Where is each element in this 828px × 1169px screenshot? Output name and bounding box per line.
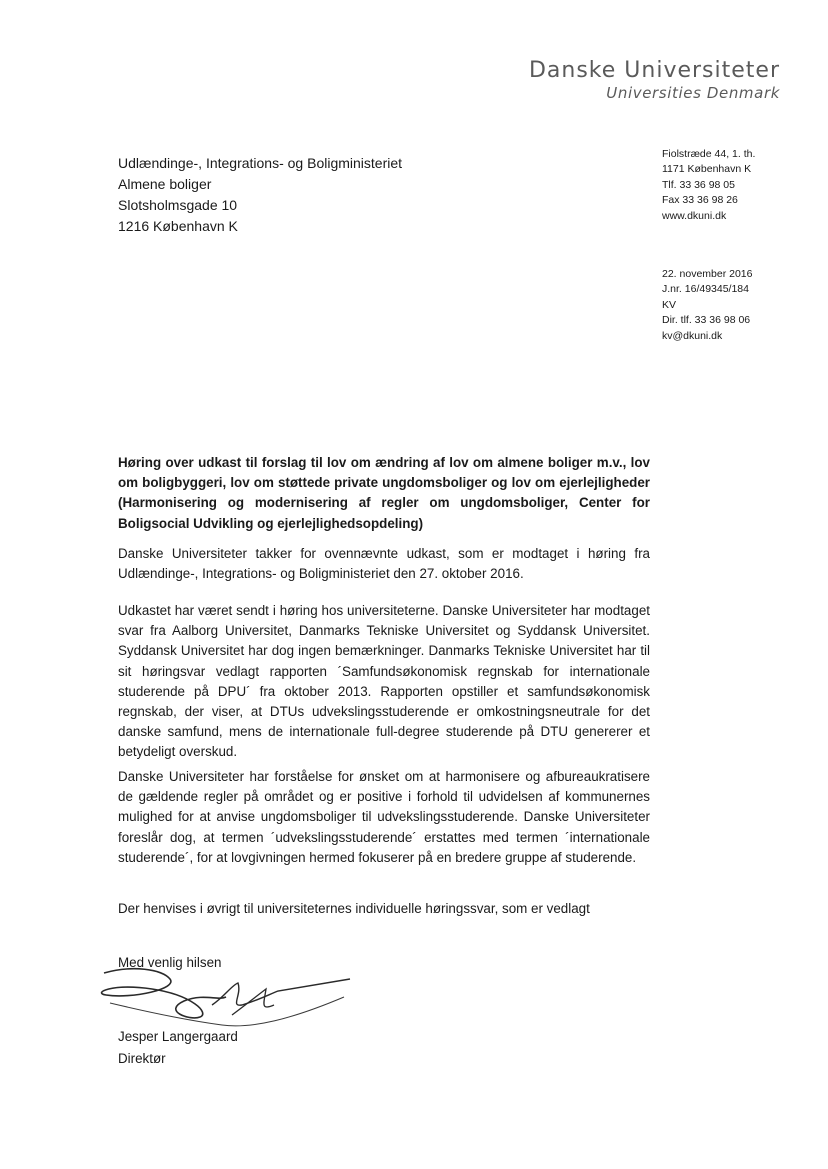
contact-line: Fax 33 36 98 26: [662, 194, 738, 207]
recipient-line: 1216 København K: [118, 218, 238, 234]
initials: KV: [662, 298, 677, 311]
letter-date: 22. november 2016: [662, 268, 753, 280]
organization-name: Danske Universiteter: [528, 58, 780, 83]
body-paragraph: Danske Universiteter har forståelse for ønsket om at harmonisere og afbureaukratisere de gældende regler på området og er positive i forhold til udvidelsen af kommunernes mulighed for at anvise ungdomsboliger til udvekslingsstuderende. Danske Universiteter foreslår dog, at termen ´udvekslingsstuderende´ erstattes med termen ´internationale studerende´, for at lovgivningen hermed fokuserer på en bredere gruppe af studerende.: [118, 769, 650, 865]
closing-greeting: Med venlig hilsen: [118, 955, 222, 970]
recipient-line: Almene boliger: [118, 176, 212, 192]
handwritten-signature: [92, 955, 362, 1035]
contact-line: Tlf. 33 36 98 05: [662, 178, 735, 191]
organization-name-english: Universities Denmark: [606, 84, 780, 102]
signatory-name: Jesper Langergaard: [118, 1029, 238, 1044]
recipient-line: Slotsholmsgade 10: [118, 197, 238, 213]
contact-line: 1171 København K: [662, 163, 752, 176]
recipient-address: [118, 153, 402, 237]
contact-line: www.dkuni.dk: [662, 209, 727, 222]
reference-block: [662, 267, 752, 344]
journal-number: J.nr. 16/49345/184: [662, 283, 749, 296]
direct-phone: Dir. tlf. 33 36 98 06: [662, 314, 751, 327]
letter-subject: Høring over udkast til forslag til lov om ændring af lov om almene boliger m.v., lov om boligbyggeri, lov om støttede private ungdomsboliger og lov om ejerlejligheder (Harmonisering og modernisering af regler om ungdomsboliger, Center for Boligsocial Udvikling og ejerlejlighedsopdeling): [118, 455, 650, 531]
email: kv@dkuni.dk: [662, 329, 723, 342]
body-paragraph: Udkastet har været sendt i høring hos universiteterne. Danske Universiteter har modtaget svar fra Aalborg Universitet, Danmarks Tekniske Universitet og Syddansk Universitet. Syddansk Universitet har dog ingen bemærkninger. Danmarks Tekniske Universitet har til sit høringsvar vedlagt rapporten ´Samfundsøkonomisk regnskab for internationale studerende på DPU´ fra oktober 2013. Rapporten opstiller et samfundsøkonomisk regnskab, der viser, at DTUs udvekslingsstuderende er omkostningsneutrale for det danske samfund, mens de internationale full-degree studerende på DTU genererer et betydeligt overskud.: [118, 603, 650, 760]
body-paragraph: Der henvises i øvrigt til universiteternes individuelle høringssvar, som er vedlagt: [118, 901, 590, 916]
recipient-line: Udlændinge-, Integrations- og Boligministeriet: [118, 155, 403, 171]
contact-line: Fiolstræde 44, 1. th.: [662, 148, 756, 160]
signatory-title: Direktør: [118, 1051, 166, 1066]
body-paragraph: Danske Universiteter takker for ovennævnte udkast, som er modtaget i høring fra Udlændinge-, Integrations- og Boligministeriet den 27. oktober 2016.: [118, 546, 650, 582]
sender-contact: [662, 147, 755, 224]
